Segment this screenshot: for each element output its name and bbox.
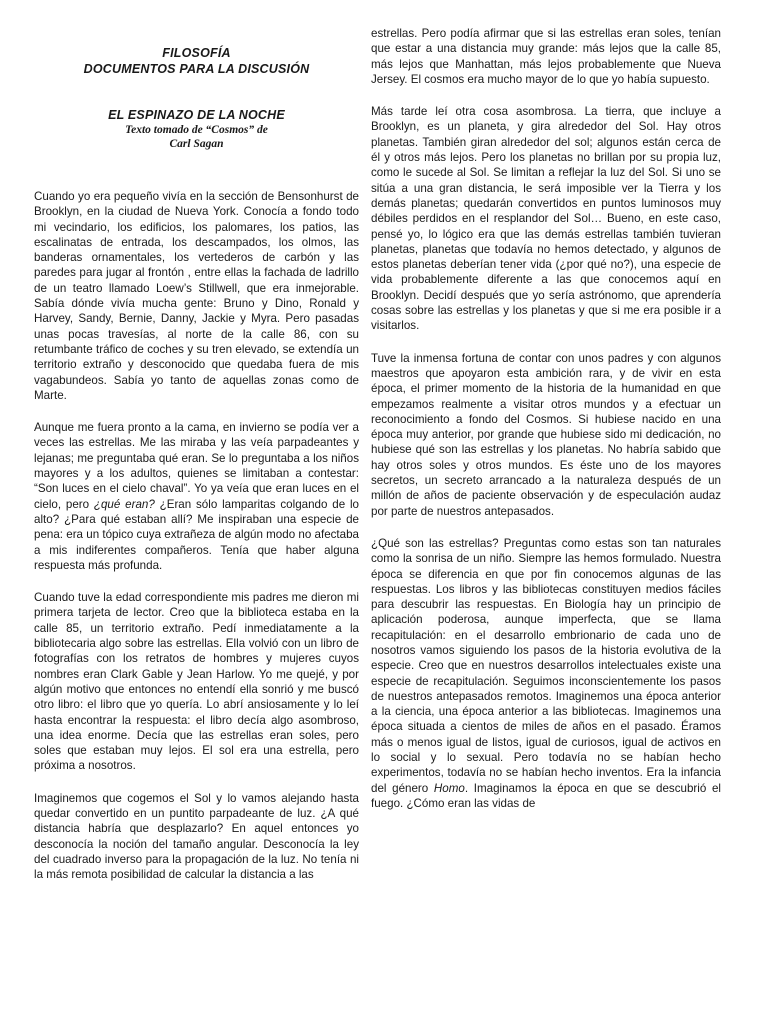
paragraph [371, 536, 721, 811]
paragraph: Cuando tuve la edad correspondiente mis padres me dieron mi primera tarjeta de lector. Creo que la biblioteca estaba en la calle 85, un territorio extraño. Pedí inmediatamente a la bibliotecaria algo sobre las estrellas. Ella volvió con un libro de fotografías con los retratos de hombres y mujeres cuyos nombres eran Clark Gable y Jean Harlow. Yo me quejé, y por algún motivo que entonces no entendí ella sonrió y me buscó otro libro: el libro que yo quería. Lo abrí ansiosamente y lo leí hasta encontrar la respuesta: el libro decía algo asombroso, una idea enorme. Decía que las estrellas eran soles, pero soles que estaban muy lejos. El sol era una estrella, pero próxima a nosotros. [34, 591, 359, 773]
paragraph-text: . Imaginamos la época en que se descubrió el fuego. ¿Cómo eran las vidas de [371, 781, 722, 810]
paragraph-text: Aunque me fuera pronto a la cama, en invierno se podía ver a veces las estrellas. Me las miraba y las veía parpadeantes y lejanas; me preguntaba qué eran. Se lo preguntaba a los niños mayores y a los adultos, quienes se limitaban a contestar: “Son luces en el cielo chaval”. Yo ya veía que eran luces en el cielo, pero [34, 421, 359, 511]
document-header [34, 45, 359, 151]
paragraph-text: ¿Qué son las estrellas? Preguntas como estas son tan naturales como la sonrisa de un niño. Siempre las hemos formulado. Nuestra época se diferencia en que por fin conocemos algunas de las respuestas. Los libros y las bibliotecas constituyen medios fáciles para descubrir las respuestas. En Biología hay un principio de aplicación poderosa, aunque imperfecta, que se llama recapitulación: en el desarrollo embrionario de cada uno de nosotros vamos siguiendo los pasos de la historia evolutiva de la especie. Creo que en nuestros desarrollos intelectuales existe una especie de recapitulación. Seguimos inconscientemente los pasos de nuestros antepasados remotos. Imaginemos una época anterior a la ciencia, una época anterior a las bibliotecas. Imaginemos una época situada a cientos de miles de años en el pasado. Éramos más o menos igual de listos, igual de curiosos, igual de activos en lo social y lo sexual. Pero todavía no se habían hecho experimentos, todavía no se habían hecho inventos. Era la infancia del género [371, 536, 721, 795]
paragraph: Tuve la inmensa fortuna de contar con unos padres y con algunos maestros que apoyaron esta ambición rara, y de vivir en esta época, el primer momento de la historia de la humanidad en que empezamos realmente a visitar otros mundos y a efectuar un reconocimiento a fondo del Cosmos. Si hubiese nacido en una época muy anterior, por grande que hubiese sido mi dedicación, no hubiese qué son las estrellas y los planetas. No habría sabido que hay otros soles y otros mundos. Es éste uno de los mayores secretos, un secreto arrancado a la naturaleza después de un millón de años de paciente observación y de especulación audaz por parte de nuestros antepasados. [371, 351, 721, 518]
paragraph [34, 420, 359, 573]
paragraph-text: ¿Eran sólo lamparitas colgando de lo alto? ¿Para qué estaban allí? Me inspiraban una especie de pena: era un tópico cuya extrañeza de algún modo no afectaba a mis indiferentes compañeros. Tenía que haber alguna respuesta más profunda. [34, 497, 359, 572]
paragraph: Cuando yo era pequeño vivía en la sección de Bensonhurst de Brooklyn, en la ciudad de Nueva York. Conocía a fondo todo mi vecindario, los edificios, los palomares, los patios, las escalinatas de entrada, los descampados, los olmos, las banderas ornamentales, los vertederos de carbón y las paredes para jugar al frontón , entre ellas la fachada de ladrillo de un teatro llamado Loew’s Stillwell, que era inmejorable. Sabía dónde vivía mucha gente: Bruno y Dino, Ronald y Harvey, Sandy, Bernie, Danny, Jackie y Myra. Pero pasadas unas pocas travesías, al norte de la calle 86, con su retumbante tráfico de coches y su tren elevado, se extendía un territorio extraño y desconocido que quedaba fuera de mis vagabundeos. Sabía yo tanto de aquellas zonas como de Marte. [34, 190, 359, 402]
article-source: Texto tomado de “Cosmos” de [125, 124, 268, 136]
paragraph: estrellas. Pero podía afirmar que si las estrellas eran soles, tenían que estar a una distancia muy grande: más lejos que la calle 85, más lejos que Manhattan, más lejos probablemente que Nueva Jersey. El cosmos era mucho mayor de lo que yo había supuesto. [371, 27, 721, 86]
left-column [34, 0, 359, 882]
header-series: DOCUMENTOS PARA LA DISCUSIÓN [83, 62, 310, 76]
article-title: EL ESPINAZO DE LA NOCHE [108, 108, 285, 122]
emphasis-text: ¿qué eran? [93, 497, 155, 511]
article-author: Carl Sagan [169, 138, 224, 150]
paragraph: Más tarde leí otra cosa asombrosa. La tierra, que incluye a Brooklyn, es un planeta, y gira alrededor del Sol. Hay otros planetas. También giran alrededor del sol; algunos están cerca de él y otros más lejos. Pero los planetas no brillan por su propia luz, como le sucede al Sol. Se limitan a reflejar la luz del Sol. Si uno se sitúa a una gran distancia, le será imposible ver la Tierra y los demás planetas; quedarán convertidos en puntos luminosos muy débiles perdidos en el resplandor del Sol… Bueno, en este caso, pensé yo, lo lógico era que las demás estrellas también tuvieran planetas, planetas que todavía no hemos detectado, y algunos de estos planetas deberían tener vida (¿por qué no?), una especie de vida probablemente diferente a las que conocemos aquí en Brooklyn. Decidí después que yo sería astrónomo, que aprendería cosas sobre las estrellas y los planetas y que si me era posible ir a visitarlos. [371, 105, 721, 333]
right-column [371, 26, 721, 811]
header-subject: FILOSOFÍA [162, 46, 231, 60]
paragraph: Imaginemos que cogemos el Sol y lo vamos alejando hasta quedar convertido en un puntito parpadeante de luz. ¿A qué distancia habría que desplazarlo? En aquel entonces yo desconocía la noción del tamaño angular. Desconocía la ley del cuadrado inverso para la propagación de la luz. No tenía ni la más remota posibilidad de calcular la distancia a las [34, 791, 359, 882]
emphasis-text: Homo [433, 781, 465, 795]
